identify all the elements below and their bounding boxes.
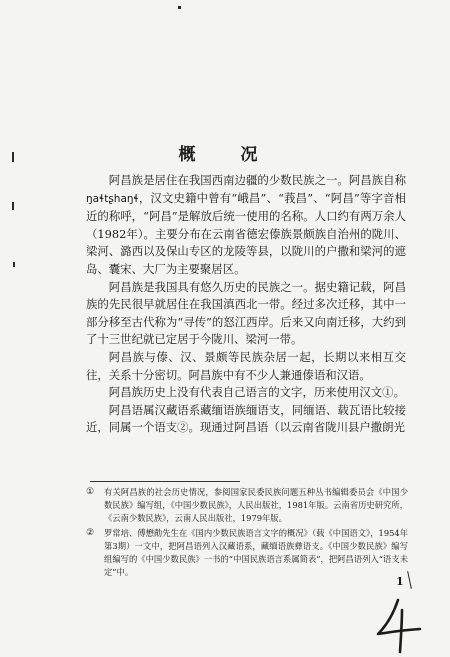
footnote-2 bbox=[86, 527, 408, 579]
scan-mark-top bbox=[178, 6, 181, 9]
body-text bbox=[86, 172, 406, 437]
scan-mark-left-3 bbox=[13, 262, 15, 267]
paragraph-4: 阿昌族历史上没有代表自己语言的文字，历来使用汉文①。 bbox=[108, 385, 405, 400]
page-number: 1 bbox=[396, 575, 404, 588]
footnote-text: 有关阿昌族的社会历史情况，参阅国家民委民族问题五种丛书编辑委员会《中国少数民族》编写组，《中国少数民族》，人民出版社，1981年版。云南省历史研究所，《云南少数民族》，云南人民出版社，1979年版。 bbox=[104, 487, 408, 523]
paragraph-1: 阿昌族是居住在我国西南边疆的少数民族之一。阿昌族自称ŋaɬtʂhaŋɬ，汉文史籍中曾有“峨昌”、“莪昌”、“阿昌”等字音相近的称呼，“阿昌”是解放后统一使用的名称。人口约有两万余人（1982年）。主要分布在云南省德宏傣族景颇族自治州的陇川、梁河、潞西以及保山专区的龙陵等县，以陇川的户撒和梁河的遮岛、囊宋、大厂为主要聚居区。 bbox=[86, 173, 406, 276]
paragraph-3: 阿昌族与傣、汉、景颇等民族杂居一起，长期以来相互交往，关系十分密切。阿昌族中有不少人兼通傣语和汉语。 bbox=[86, 349, 406, 382]
footnote-mark: ① bbox=[86, 487, 95, 497]
paragraph-2: 阿昌族是我国具有悠久历史的民族之一。据史籍记载，阿昌族的先民很早就居住在我国滇西北一带。经过多次迁移，其中一部分移至古代称为“寻传”的怒江西岸。后来又向南迁移，大约到了十三世纪就已定居于今陇川、梁河一带。 bbox=[86, 279, 406, 347]
page-title: 概 况 bbox=[178, 145, 272, 165]
paragraph-5: 阿昌语属汉藏语系藏缅语族缅语支，同缅语、载瓦语比较接近，同属一个语支②。现通过阿昌语（以云南省陇川县户撒朗光 bbox=[86, 402, 406, 435]
footnote-text: 罗常培、傅懋勣先生在《国内少数民族语言文字的概况》（载《中国语文》，1954年第3期）一文中，把阿昌语列入汉藏语系，藏缅语族彝语支。《中国少数民族》编写组编写的《中国少数民族》一书的“中国民族语言系属简表”，把阿昌语列入“语支未定”中。 bbox=[104, 528, 408, 577]
footnotes bbox=[86, 486, 408, 581]
scan-mark-left-2 bbox=[12, 202, 14, 210]
footnote-mark: ② bbox=[86, 528, 95, 538]
romanized-self-name: ŋaɬtʂhaŋɬ bbox=[86, 192, 139, 205]
footnote-1 bbox=[86, 486, 408, 525]
handwritten-number bbox=[368, 596, 428, 654]
footnote-divider bbox=[90, 481, 240, 482]
